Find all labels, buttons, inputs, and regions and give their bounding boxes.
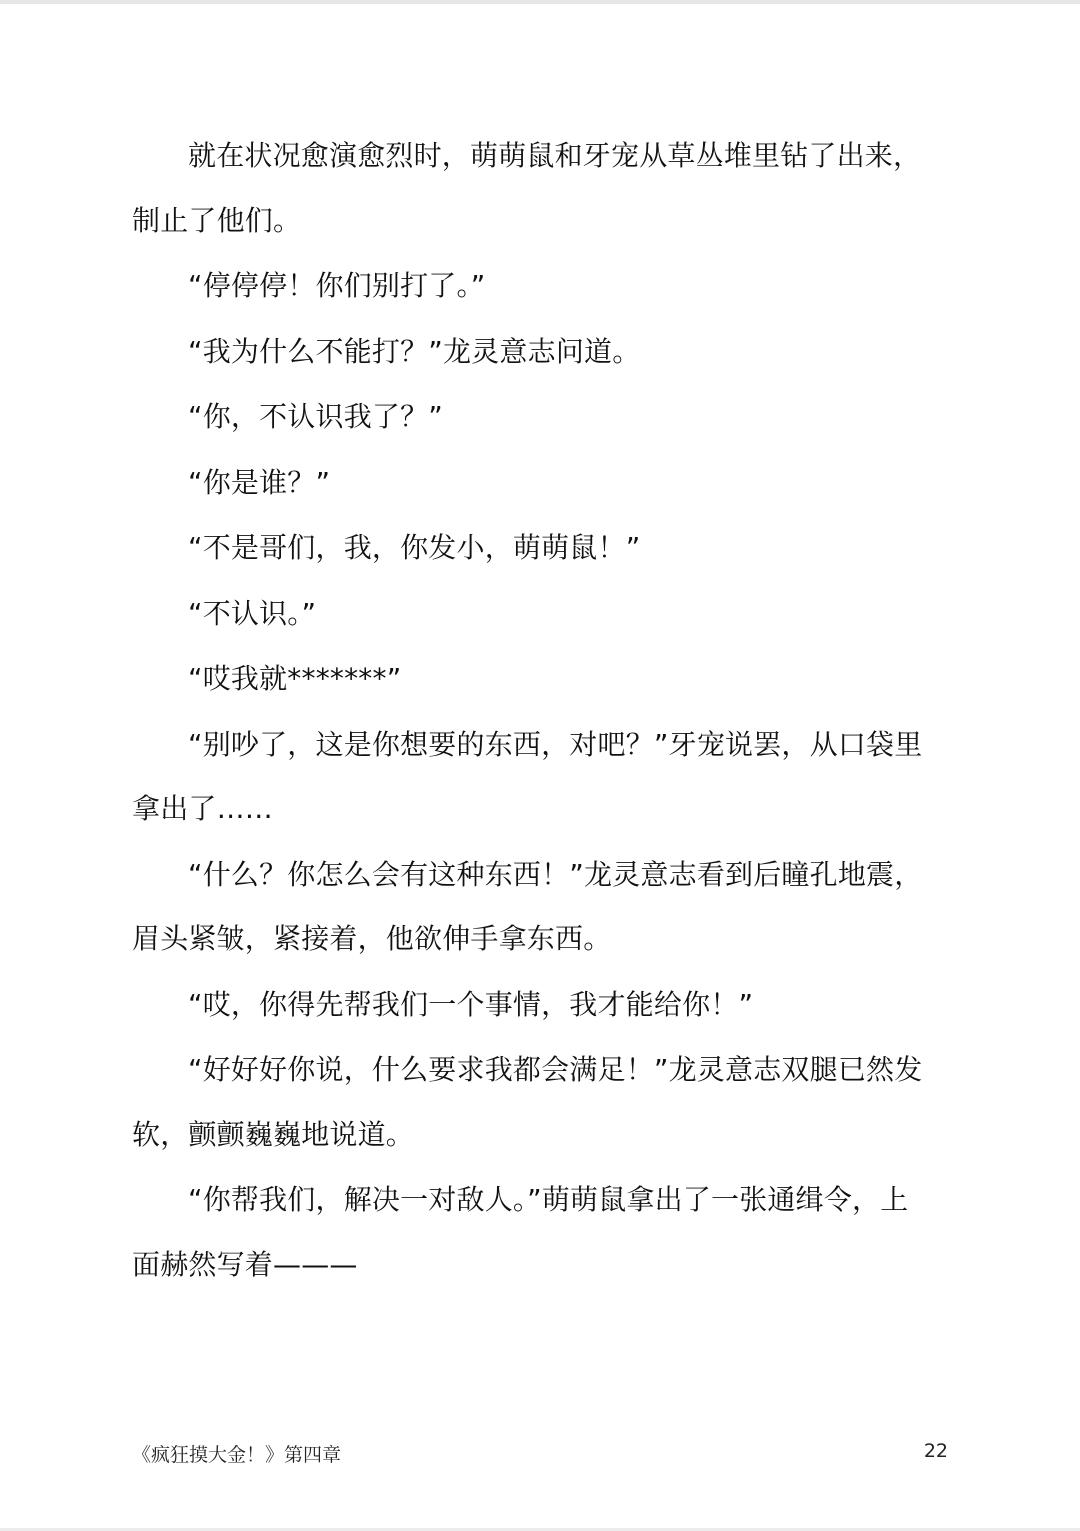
paragraph: “哎，你得先帮我们一个事情，我才能给你！” [188,987,754,1021]
paragraph: “别吵了，这是你想要的东西，对吧？”牙宠说罢，从口袋里拿出了…… [132,727,923,825]
footer-page-number: 22 [923,1440,948,1462]
paragraph: “你是谁？” [188,465,331,499]
paragraph: “我为什么不能打？”龙灵意志问道。 [188,334,641,368]
paragraph: “哎我就*******” [188,662,402,695]
paragraph: “停停停！你们别打了。” [188,269,486,302]
paragraph: “你，不认识我了？” [188,400,444,433]
paragraph: “什么？你怎么会有这种东西！”龙灵意志看到后瞳孔地震，眉头紧皱，紧接着，他欲伸手拿东西。 [132,857,923,955]
top-page-edge [0,0,1080,4]
document-body [132,124,932,1298]
paragraph: “好好好你说，什么要求我都会满足！”龙灵意志双腿已然发软，颤颤巍巍地说道。 [132,1053,923,1151]
paragraph: “你帮我们，解决一对敌人。”萌萌鼠拿出了一张通缉令，上面赫然写着——— [132,1183,909,1281]
footer-book-title: 《疯狂摸大金！》第四章 [132,1444,342,1466]
paragraph: “不认识。” [188,596,317,630]
paragraph: “不是哥们，我，你发小，萌萌鼠！” [188,531,641,564]
paragraph: 就在状况愈演愈烈时，萌萌鼠和牙宠从草丛堆里钻了出来，制止了他们。 [132,139,922,237]
